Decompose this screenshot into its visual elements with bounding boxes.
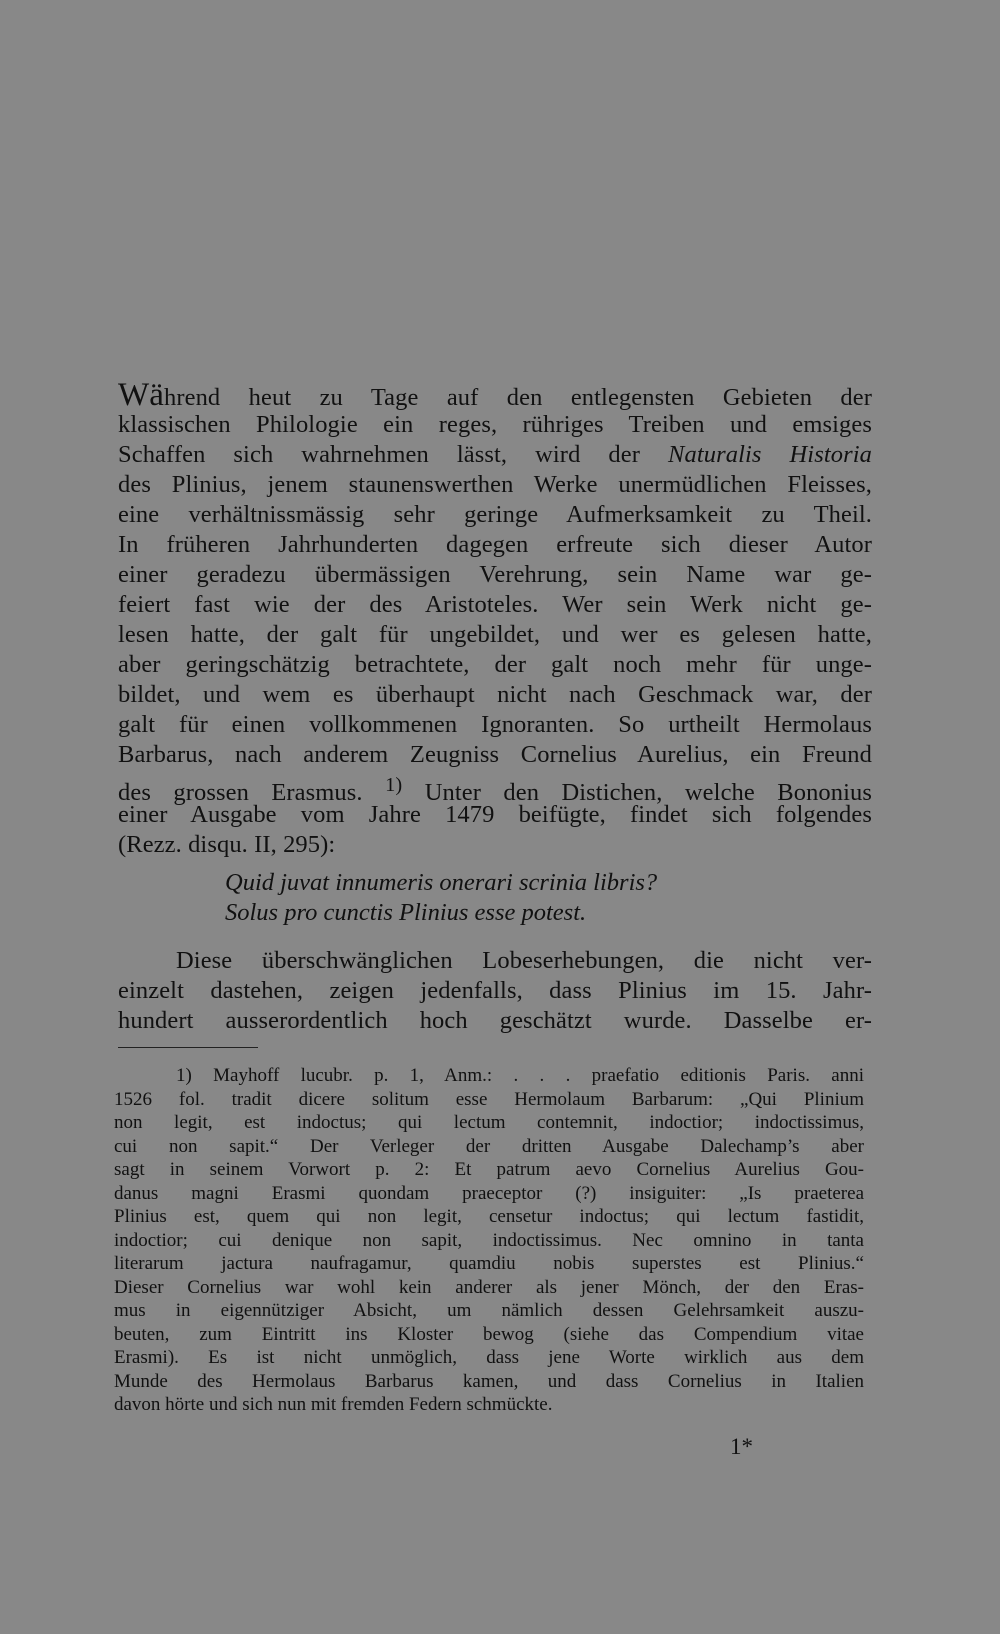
text-line: Während heut zu Tage auf den entlegensten Gebieten der (118, 377, 872, 413)
paragraph-2 (118, 946, 872, 1036)
footnote-divider (118, 1047, 258, 1048)
footnote-line: danus magni Erasmi quondam praeceptor (?) insiguiter: „Is praeterea (114, 1182, 864, 1204)
footnote-line: indoctior; cui denique non sapit, indoctissimus. Nec omnino in tanta (114, 1229, 864, 1251)
footnote-line: 1526 fol. tradit dicere solitum esse Hermolaum Barbarum: „Qui Plinium (114, 1088, 864, 1110)
text-line: aber geringschätzig betrachtete, der galt noch mehr für unge- (118, 651, 872, 678)
italic-title: Naturalis Historia (668, 441, 872, 468)
footnote-line: Dieser Cornelius war wohl kein anderer als jener Mönch, der den Eras- (114, 1276, 864, 1298)
text-line: bildet, und wem es überhaupt nicht nach Geschmack war, der (118, 681, 872, 708)
footnote-line: cui non sapit.“ Der Verleger der dritten Ausgabe Dalechamp’s aber (114, 1135, 864, 1157)
paragraph-1 (118, 377, 873, 860)
text-line: einer Ausgabe vom Jahre 1479 beifügte, findet sich folgendes (118, 801, 872, 828)
footnote-line: 1) Mayhoff lucubr. p. 1, Anm.: . . . praefatio editionis Paris. anni (176, 1065, 864, 1086)
text-line: (Rezz. disqu. II, 295): (118, 831, 336, 858)
footnote-line: Erasmi). Es ist nicht unmöglich, dass jene Worte wirklich aus dem (114, 1347, 864, 1368)
signature-mark: 1* (730, 1434, 753, 1459)
text-line: In früheren Jahrhunderten dagegen erfreute sich dieser Autor (118, 531, 872, 558)
footnotes (114, 1064, 864, 1417)
footnote-line: mus in eigennütziger Absicht, um nämlich dessen Gelehrsamkeit auszu- (114, 1300, 864, 1321)
text-line: feiert fast wie der des Aristoteles. Wer sein Werk nicht ge- (118, 591, 872, 618)
footnote-line: Plinius est, quem qui non legit, censetur indoctus; qui lectum fastidit, (114, 1206, 864, 1227)
text-line: einer geradezu übermässigen Verehrung, sein Name war ge- (118, 561, 872, 588)
footnote-line: davon hörte und sich nun mit fremden Federn schmückte. (114, 1394, 553, 1415)
text-line: hundert ausserordentlich hoch geschätzt wurde. Dasselbe er- (118, 1007, 872, 1034)
text-line: klassischen Philologie ein reges, rühriges Treiben und emsiges (118, 411, 872, 438)
quote-line-1: Quid juvat innumeris onerari scrinia libris? (225, 869, 658, 896)
quote-line-2: Solus pro cunctis Plinius esse potest. (225, 899, 587, 926)
text-line: des Plinius, jenem staunenswerthen Werke unermüdlichen Fleisses, (118, 471, 872, 498)
text-line: Barbarus, nach anderem Zeugniss Cornelius Aurelius, ein Freund (118, 741, 872, 768)
text-line: lesen hatte, der galt für ungebildet, und wer es gelesen hatte, (118, 621, 872, 648)
footnote-line: beuten, zum Eintritt ins Kloster bewog (siehe das Compendium vitae (114, 1323, 864, 1345)
text-line: Diese überschwänglichen Lobeserhebungen, die nicht ver- (176, 947, 872, 974)
text-line: eine verhältnissmässig sehr geringe Aufmerksamkeit zu Theil. (118, 501, 872, 528)
footnote-line: literarum jactura naufragamur, quamdiu nobis superstes est Plinius.“ (114, 1253, 864, 1274)
text-line: Schaffen sich wahrnehmen lässt, wird der Naturalis Historia (118, 441, 872, 468)
latin-quote (225, 868, 845, 928)
footnote-line: non legit, est indoctus; qui lectum contemnit, indoctior; indoctissimus, (114, 1112, 864, 1133)
text-line: des grossen Erasmus. $^{1)}$ Unter den Distichen, welche Bononius (118, 774, 873, 807)
text-line: einzelt dastehen, zeigen jedenfalls, dass Plinius im 15. Jahr- (118, 977, 872, 1004)
footnote-line: sagt in seinem Vorwort p. 2: Et patrum aevo Cornelius Aurelius Gou- (114, 1159, 864, 1180)
footnote-line: Munde des Hermolaus Barbarus kamen, und dass Cornelius in Italien (114, 1370, 864, 1392)
text-line: galt für einen vollkommenen Ignoranten. So urtheilt Hermolaus (118, 711, 872, 738)
drop-letter: Wä (118, 377, 164, 413)
footnote-ref: 1) (385, 774, 403, 796)
